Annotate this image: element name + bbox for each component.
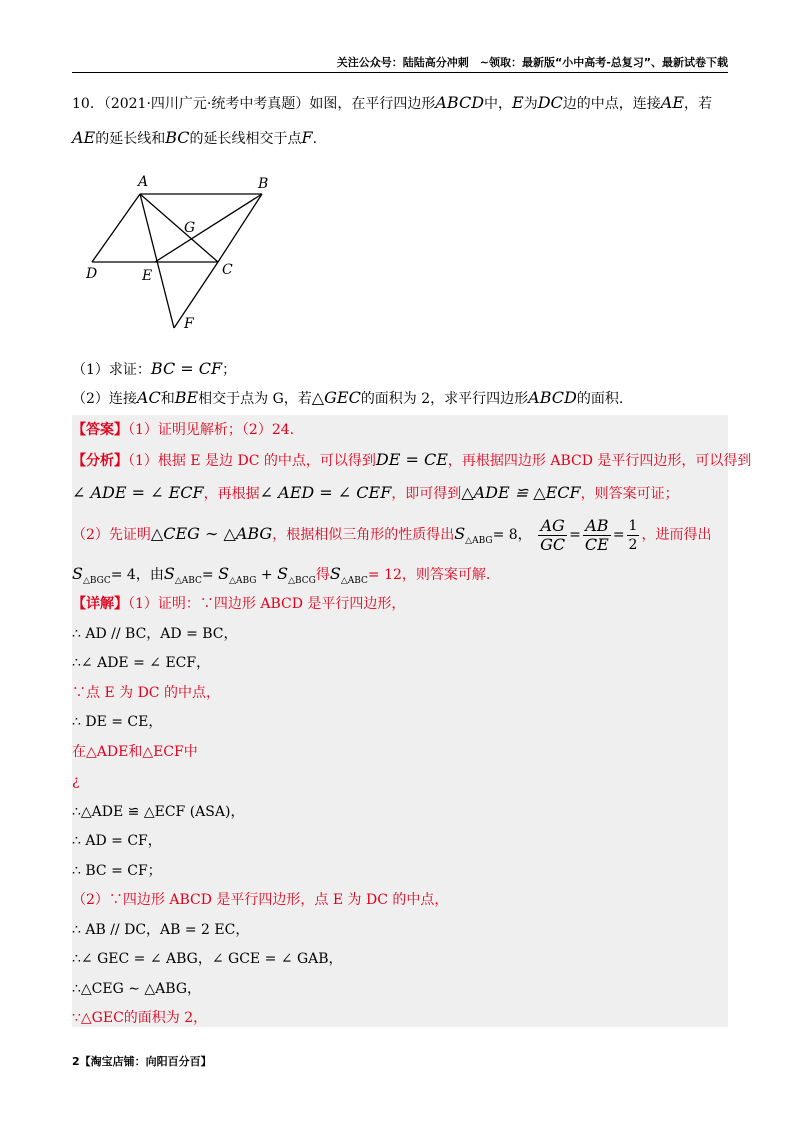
fraction-num: AG: [538, 517, 567, 536]
math-abcd: ABCD: [528, 388, 577, 407]
math-s: S: [218, 564, 230, 583]
math-sub: △ABG: [229, 575, 257, 586]
label-a: A: [138, 174, 149, 190]
label-b: B: [258, 176, 269, 192]
analysis-line-4: [72, 562, 728, 593]
math-ac: AC: [136, 388, 161, 407]
geometry-figure: [72, 168, 292, 338]
fraction-ab-ce: [583, 517, 611, 554]
fraction-den: 2: [628, 536, 638, 553]
math-s: S: [277, 564, 289, 583]
question-line-2: [72, 127, 728, 150]
fraction-den: CE: [584, 534, 609, 554]
question-text: .: [312, 131, 318, 147]
detail-tag: 【详解】: [72, 596, 128, 612]
math-sub: △ABC: [174, 575, 202, 586]
detail-line: ∴∠ ADE = ∠ ECF，: [72, 655, 211, 671]
math-f: F: [301, 128, 313, 147]
answer-line: [72, 418, 728, 442]
part-2-text: （2）连接: [72, 391, 137, 407]
label-f: F: [184, 316, 194, 332]
math-eq: = 4，由: [110, 567, 164, 583]
part-2-text: 的面积.: [576, 391, 624, 407]
segment-ad: [92, 194, 140, 262]
fraction-num: 1: [628, 517, 638, 534]
segment-be: [155, 194, 262, 262]
detail-line: ∴ AD = CF，: [72, 833, 162, 849]
math-be: BE: [174, 388, 199, 407]
math-congruent: △ADE ≌ △ECF: [461, 483, 581, 502]
analysis-line-1: [72, 448, 752, 473]
math-ae: AE: [72, 128, 96, 147]
detail-line: ∵点 E 为 DC 的中点，: [72, 685, 220, 701]
question-text: 中，: [484, 96, 513, 112]
fraction-num: AB: [583, 517, 611, 536]
part-1: [72, 358, 728, 381]
math-s: S: [329, 564, 341, 583]
question-text: 的延长线和: [95, 131, 166, 147]
analysis-text: ，根据相似三角形的性质得出: [272, 527, 455, 543]
math-sub: △ABG: [465, 535, 493, 546]
math-s: S: [72, 564, 83, 583]
math-sub: △BGC: [82, 575, 111, 586]
part-1-end: ；: [222, 362, 237, 378]
analysis-text: ，则答案可证；: [580, 486, 679, 502]
question-text: 的延长线相交于点: [189, 131, 302, 147]
detail-line-1: [72, 592, 728, 616]
analysis-text: ，再根据四边形 ABCD 是平行四边形，可以得到: [447, 453, 752, 469]
math-tri-gec: △GEC: [311, 388, 361, 407]
page-header: 关注公众号：陆陆高分冲刺 ~领取：最新版“小中高考-总复习”、最新试卷下载: [336, 56, 728, 69]
analysis-text: 得: [315, 567, 330, 583]
analysis-text: ，即可得到: [391, 486, 462, 502]
part-2-text: 和: [160, 391, 175, 407]
label-g: G: [184, 220, 196, 236]
detail-text: （1）证明：∵四边形 ABCD 是平行四边形，: [128, 596, 406, 612]
fraction-den: GC: [540, 534, 566, 554]
question-text: 10．（2021·四川广元·统考中考真题）如图，在平行四边形: [72, 96, 436, 112]
answer-text: （1）证明见解析；（2）24.: [128, 422, 295, 438]
label-e: E: [142, 268, 153, 284]
analysis-line-2: [72, 481, 728, 506]
header-rule: [72, 72, 728, 73]
detail-line: ∴ AD // BC，AD = BC，: [72, 626, 238, 642]
math-sub: △BCG: [288, 575, 316, 586]
part-1-prefix: （1）求证：: [72, 362, 151, 378]
question-text: ，若: [684, 96, 713, 112]
part-2: [72, 387, 728, 410]
math-eq: =: [201, 567, 219, 583]
detail-line: ∴△ADE ≌ △ECF (ASA)，: [72, 804, 245, 820]
detail-line: ∴ AB // DC，AB = 2 EC，: [72, 922, 250, 938]
analysis-text: （1）根据 E 是边 DC 的中点，可以得到: [128, 453, 376, 469]
detail-line: 在△ADE和△ECF中: [72, 744, 198, 760]
math-similar: △CEG ∼ △ABG: [150, 524, 273, 543]
math-bc: BC: [165, 128, 190, 147]
page-footer: 2【淘宝店铺：向阳百分百】: [72, 1055, 212, 1068]
segment-ac: [140, 194, 218, 262]
math-de-ce: DE = CE: [375, 450, 448, 469]
math-sub: △ABC: [340, 575, 368, 586]
math-angle-aed: ∠ AED = ∠ CEF: [259, 483, 392, 502]
math-ae: AE: [660, 93, 685, 112]
detail-line: ¿: [72, 773, 80, 789]
detail-line: ∴∠ GEC = ∠ ABG，∠ GCE = ∠ GAB，: [72, 951, 343, 967]
fraction-one-half: [627, 517, 640, 554]
question-line-1: [72, 92, 728, 115]
question-text: 为: [523, 96, 538, 112]
answer-tag: 【答案】: [72, 422, 128, 438]
math-eq: = 8，: [492, 527, 532, 543]
detail-line: （2）∵四边形 ABCD 是平行四边形，点 E 为 DC 的中点，: [72, 892, 449, 908]
analysis-line-3: （2）先证明△CEG ∼ △ABG，根据相似三角形的性质得出$S_{\triangle ABG}= 8$， $\frac{AG}{GC}$ = $\frac{AB}{CE}$ = $\frac{1}{2}$ ，进而得出: [72, 515, 712, 554]
math-plus: +: [256, 567, 278, 583]
analysis-text: ，进而得出: [641, 527, 712, 543]
analysis-tag: 【分析】: [72, 453, 128, 469]
math-e: E: [512, 93, 524, 112]
part-1-math: BC = CF: [150, 359, 223, 378]
segment-cf: [174, 262, 218, 328]
label-c: C: [222, 262, 233, 278]
analysis-text: = 12，则答案可解.: [367, 567, 491, 583]
segment-bc: [218, 194, 262, 262]
question-text: 边的中点，连接: [562, 96, 661, 112]
detail-line: ∴ BC = CF；: [72, 863, 162, 879]
detail-line: ∵△GEC的面积为 2，: [72, 1010, 208, 1026]
math-s: S: [454, 524, 466, 543]
part-2-text: 相交于点为 G，若: [198, 391, 312, 407]
math-abcd: ABCD: [435, 93, 485, 112]
analysis-text: （2）先证明: [72, 527, 151, 543]
fraction-ag-gc: [538, 517, 567, 554]
detail-line: ∴△CEG ∼ △ABG，: [72, 981, 202, 997]
math-angle-ade: ∠ ADE = ∠ ECF: [72, 483, 204, 502]
math-dc: DC: [537, 93, 563, 112]
math-s: S: [163, 564, 175, 583]
label-d: D: [86, 266, 98, 282]
detail-line: ∴ DE = CE，: [72, 714, 163, 730]
part-2-text: 的面积为 2，求平行四边形: [360, 391, 529, 407]
analysis-text: ，再根据: [203, 486, 260, 502]
